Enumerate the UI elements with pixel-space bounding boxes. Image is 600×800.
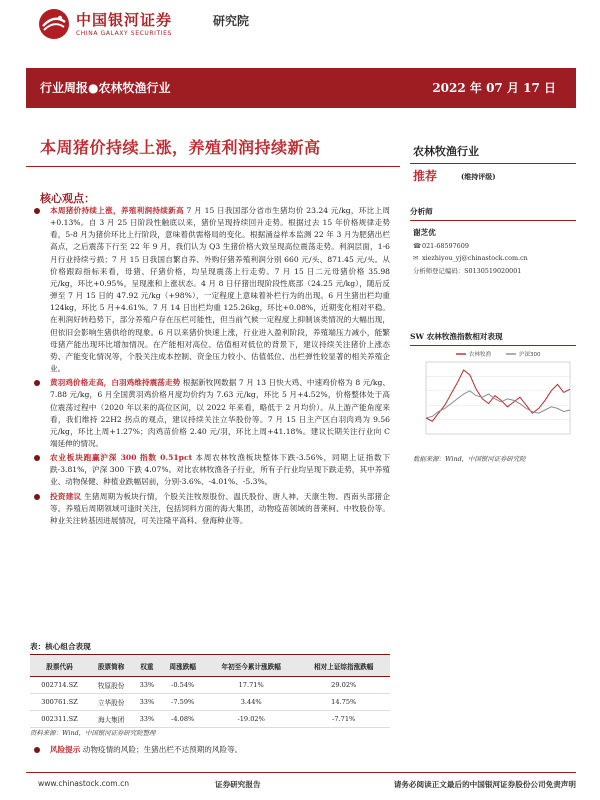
analyst-name: 谢芝优 — [413, 228, 436, 237]
table-header-row — [30, 655, 390, 677]
key-point-text: 本周农林牧渔板块整体下跌-3.56%，同期上证指数下跌-3.81%，沪深 300 下跌 4.07%。对比农林牧渔各子行业，所有子行业均呈现下跌走势，其中养殖业、动物保健、种植业跌幅居前，分别-3.6%、-4.01%、-5.3%。 — [50, 453, 390, 487]
cell: 海大集团 — [89, 711, 133, 728]
key-point-lead: 黄羽鸡价格走高，白羽鸡维持震荡走势 — [50, 378, 181, 388]
key-point — [30, 377, 390, 450]
key-point-lead: 本周猪价持续上涨，养殖利润持续新高 — [50, 206, 184, 215]
cell: 33% — [133, 677, 160, 694]
email-icon: ✉ — [413, 254, 419, 262]
bullet-icon — [34, 455, 40, 461]
galaxy-logo-icon — [38, 8, 70, 40]
logo-unit: 研究院 — [213, 14, 250, 28]
footer-label: 证券研究报告 — [215, 780, 261, 789]
key-point-text: 7 月 15 日我国部分省市生猪均价 23.24 元/kg，环比上周+0.13%。自 3 月 25 日阶段性触底以来，猪价呈现持续回升走势。根据过去 15 年价格规律走势看，5-8 月为猪价环比上行阶段，意味着供需格局的变化。根据涌益样本监测 22 年 3 月为肥猪出栏高点，之后震荡下行至 22 年 9 月，我们认为 Q3 生猪价格大致呈现高位震荡走势。利润层面，1-6 月行业持续亏损；7 月 15 日我国自繁自养、外购仔猪养殖利润分别 660 元/头、871.45 元/头。从价格跟踪指标来看，母猪、仔猪价格，均呈现震荡上行走势。7 月 15 日二元母猪价格 35.98 元/kg，环比+0.95%，呈现涨和上涨状态。4 月 8 日仔猪出现阶段性底部（24.25 元/kg），随后反弹至 7 月 15 日的 47.92 元/kg（+98%），一定程度上意味着补栏行为的出现。6 月生猪出栏均重 124kg，环比 5 月+4.61%。7 月 14 日出栏均重 125.26kg，环比+0.08%，近期变化相对平稳。在利润好转趋势下，部分养殖户存在压栏可能性，但当前气候一定程度上抑制该类情况的大幅出现，但依旧会影响生猪供给的现象。6 月以来猪价快速上涨，行业进入盈利阶段，养殖端压力减小，能繁母猪产能出现环比增加情况。在产能相对高位、估值相对低位的背景下，建议持续关注猪价上涨态势、产能变化情况等，个股关注成本控制、资金压力较小、估值低位、出栏弹性较显著的相关养殖企业。 — [50, 206, 390, 374]
bullet-icon — [34, 494, 40, 500]
logo-english: CHINA GALAXY SECURITIES — [76, 30, 172, 37]
table-row — [30, 694, 390, 711]
key-point-lead: 农业板块跑赢沪深 300 指数 0.51pct — [50, 453, 193, 463]
key-point — [30, 491, 390, 527]
bullet-icon — [34, 380, 40, 386]
table-label: 表：核心组合表现 — [30, 642, 91, 651]
report-banner — [26, 68, 576, 108]
col-code: 股票代码 — [30, 655, 89, 677]
cell: -19.02% — [205, 711, 298, 728]
table-row — [30, 677, 390, 694]
footer-url[interactable]: www.chinastock.com.cn — [38, 779, 130, 788]
rating: 推荐 — [413, 169, 438, 183]
key-point — [30, 452, 390, 488]
rating-note: (维持评级) — [461, 172, 496, 181]
bullet-icon — [34, 208, 40, 214]
analyst-email[interactable] — [413, 254, 528, 262]
footer-disclaimer: 请务必阅读正文最后的中国银河证券股份公司免责声明 — [393, 780, 576, 789]
cell: -4.08% — [161, 711, 205, 728]
cell: 33% — [133, 711, 160, 728]
cell: -7.71% — [297, 711, 390, 728]
analyst-phone — [413, 242, 469, 250]
col-relative-change: 相对上证综指涨跌幅 — [297, 655, 390, 677]
risk-lead: 风险提示 — [50, 745, 81, 754]
table-source: 资料来源：Wind，中国银河证券研究院整理 — [30, 729, 156, 737]
company-logo — [38, 8, 338, 42]
cell: -0.54% — [161, 677, 205, 694]
sector-divider — [410, 163, 576, 164]
phone-number: 021-68597609 — [422, 242, 469, 250]
series-line-0 — [426, 370, 570, 421]
analyst-license: 分析师登记编码：S0130519020001 — [413, 267, 522, 275]
chart-title: SW 农林牧渔指数相对表现 — [410, 331, 576, 346]
analyst-header: 分析师 — [410, 206, 576, 221]
cell: 33% — [133, 694, 160, 711]
footer-divider — [26, 772, 576, 773]
table-row — [30, 711, 390, 728]
col-weekly-change: 周涨跌幅 — [161, 655, 205, 677]
cell: 300761.SZ — [30, 694, 89, 711]
report-title: 本周猪价持续上涨，养殖利润持续新高 — [40, 138, 321, 157]
index-performance-chart — [410, 346, 576, 446]
col-weight: 权重 — [133, 655, 160, 677]
sector-name: 农林牧渔行业 — [413, 145, 479, 158]
legend-label: 农林牧渔 — [469, 352, 492, 358]
cell: 29.02% — [297, 677, 390, 694]
cell: 立华股份 — [89, 694, 133, 711]
report-type: 行业周报●农林牧渔行业 — [40, 81, 171, 95]
report-date: 2022 年 07 月 17 日 — [432, 81, 556, 95]
key-point-text: 根据新牧网数据 7 月 13 日快大鸡、中速鸡价格为 8 元/kg、7.88 元/kg，6 月全国黄羽鸡价格月度均价约为 7.63 元/kg，环比 5 月+4.52%，价格整体处于高位震荡过程中（2020 年以来的高位区间，以 2022 年来看，略低于 2 月均价）。从上游产能角度来看，我们维持 22H2 拐点的观点，建议持续关注立华股份等。7 月 15 日主产区白羽肉鸡为 9.56 元/kg，环比上周+1.27%；肉鸡苗价格 2.40 元/羽，环比上周+41.18%。建议长期关注行业向 C 端延伸的情况。 — [50, 378, 390, 448]
phone-icon: ☎ — [413, 242, 421, 250]
chart-source: 数据来源：Wind，中国银河证券研究院 — [413, 455, 526, 463]
cell: 3.44% — [205, 694, 298, 711]
col-name: 股票简称 — [89, 655, 133, 677]
logo-name: 中国银河证券 — [76, 11, 173, 29]
cell: -7.59% — [161, 694, 205, 711]
risk-warning — [30, 744, 390, 756]
key-point-text: 生猪周期为板块行情，个股关注牧原股份、温氏股份、唐人神、天康生物、西南头部猪企等。养殖后周期领域可逢时关注，包括饲料方面的海大集团，动物疫苗领域的普莱柯、中牧股份等。种业关注转基因进展情况，可关注隆平高科、登海种业等。 — [50, 491, 390, 525]
portfolio-table — [30, 654, 390, 728]
col-ytd-change: 年初至今累计涨跌幅 — [205, 655, 298, 677]
key-points — [30, 205, 390, 529]
cell: 17.71% — [205, 677, 298, 694]
email-address[interactable]: xiezhiyou_yj@chinastock.com.cn — [422, 254, 528, 262]
cell: 牧原股份 — [89, 677, 133, 694]
cell: 002311.SZ — [30, 711, 89, 728]
bullet-icon — [34, 747, 40, 753]
cell: 002714.SZ — [30, 677, 89, 694]
cell: 14.75% — [297, 694, 390, 711]
risk-text: 动物疫情的风险；生猪出栏不达预期的风险等。 — [80, 745, 243, 754]
legend-label: 沪深300 — [519, 352, 541, 358]
key-points-label: 核心观点： — [40, 192, 95, 205]
key-point — [30, 205, 390, 375]
title-divider — [26, 166, 400, 167]
key-point-lead: 投资建议 — [50, 491, 82, 501]
